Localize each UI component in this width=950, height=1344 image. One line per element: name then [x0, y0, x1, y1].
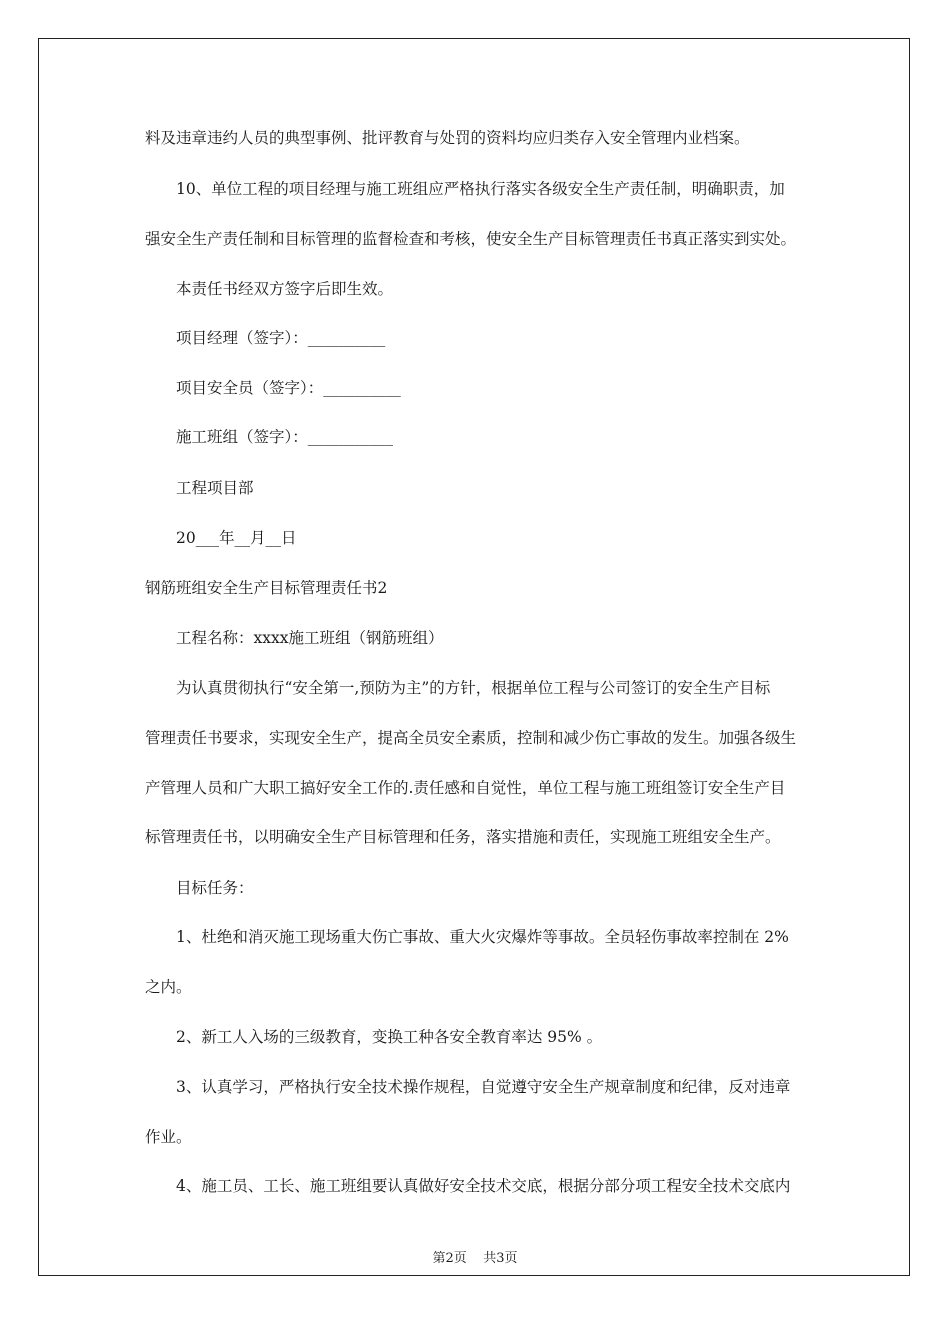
body-line: 强安全生产责任制和目标管理的监督检查和考核，使安全生产目标管理责任书真正落实到实处。 — [145, 230, 797, 248]
list-item: 2、新工人入场的三级教育，变换工种各安全教育率达 95% 。 — [176, 1028, 603, 1046]
section-title: 钢筋班组安全生产目标管理责任书2 — [145, 579, 388, 597]
body-line: 标管理责任书，以明确安全生产目标管理和任务，落实措施和责任，实现施工班组安全生产。 — [145, 828, 781, 846]
list-item-continued: 作业。 — [145, 1128, 192, 1146]
body-line: 10、单位工程的项目经理与施工班组应严格执行落实各级安全生产责任制，明确职责，加 — [176, 180, 785, 198]
list-item: 4、施工员、工长、施工班组要认真做好安全技术交底，根据分部分项工程安全技术交底内 — [176, 1177, 791, 1195]
signature-line-safety-officer: 项目安全员（签字）：__________ — [176, 379, 401, 397]
list-item: 1、杜绝和消灭施工现场重大伤亡事故、重大火灾爆炸等事故。全员轻伤事故率控制在 2% — [176, 928, 789, 946]
body-line: 管理责任书要求，实现安全生产，提高全员安全素质，控制和减少伤亡事故的发生。加强各级生 — [145, 729, 797, 747]
signature-line-construction-team: 施工班组（签字）：___________ — [176, 428, 394, 446]
body-line: 为认真贯彻执行“安全第一,预防为主”的方针，根据单位工程与公司签订的安全生产目标 — [176, 679, 771, 697]
list-item-continued: 之内。 — [145, 978, 192, 996]
body-line: 产管理人员和广大职工搞好安全工作的.责任感和自觉性，单位工程与施工班组签订安全生产目 — [145, 779, 786, 797]
body-line: 料及违章违约人员的典型事例、批评教育与处罚的资料均应归类存入安全管理内业档案。 — [145, 129, 750, 147]
page-footer: 第2页 共3页 — [432, 1251, 518, 1266]
signatory-department: 工程项目部 — [176, 479, 254, 497]
body-line: 本责任书经双方签字后即生效。 — [176, 280, 394, 298]
signature-line-project-manager: 项目经理（签字）：__________ — [176, 329, 386, 347]
project-name: 工程名称：xxxx施工班组（钢筋班组） — [176, 629, 444, 647]
date-line: 20___年__月__日 — [176, 529, 297, 547]
list-item: 3、认真学习，严格执行安全技术操作规程，自觉遵守安全生产规章制度和纪律，反对违章 — [176, 1078, 791, 1096]
subheading: 目标任务： — [176, 879, 254, 897]
